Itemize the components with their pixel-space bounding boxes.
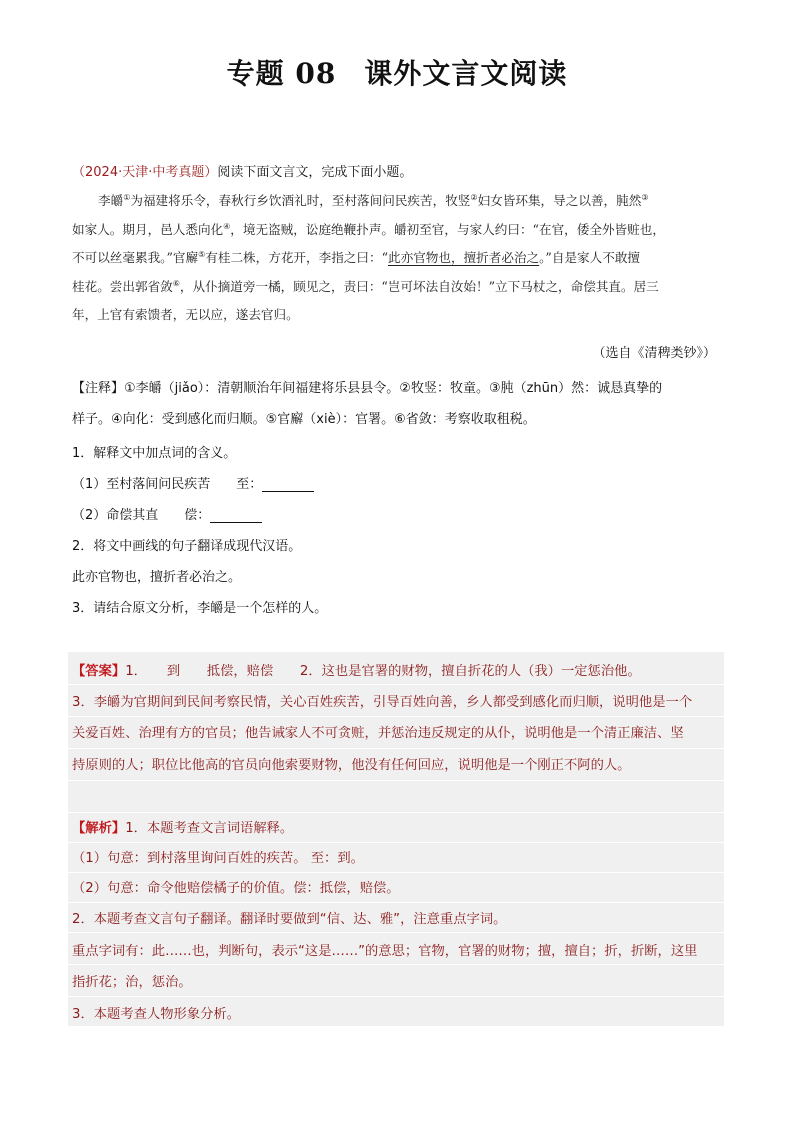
divider — [68, 842, 724, 843]
analysis-line: 3．本题考查人物形象分析。 — [72, 1007, 241, 1022]
divider — [68, 932, 724, 933]
passage-line: 如家人。期月，邑人悉向化④，境无盗贼，讼庭绝鞭扑声。皭初至官，与家人约曰：“在官，倭全外皆赃也， — [72, 221, 665, 237]
answer-line: 持原则的人；职位比他高的官员向他索要财物，他没有任何回应，说明他是一个刚正不阿的人。 — [72, 758, 631, 773]
analysis-line: 2．本题考查文言句子翻译。翻译时要做到“信、达、雅”，注意重点字词。 — [72, 912, 507, 927]
divider — [68, 872, 724, 873]
divider — [68, 684, 724, 685]
page-title — [0, 52, 794, 92]
question-intro — [72, 161, 412, 180]
divider — [68, 964, 724, 965]
divider — [68, 716, 724, 717]
answer-blank[interactable] — [210, 508, 262, 523]
question-1-1: （1）至村落间问民疾苦 至： — [72, 473, 314, 492]
underlined-sentence: 此亦官物也，擅折者必治之 — [388, 250, 540, 265]
intro-text: 阅读下面文言文，完成下面小题。 — [217, 165, 413, 180]
answer-tag: 【答案】 — [72, 664, 126, 679]
divider — [68, 996, 724, 997]
annotations — [72, 373, 732, 435]
title-prefix: 专题 — [226, 57, 285, 90]
answer-line: 3．李皭为官期间到民间考察民情，关心百姓疾苦，引导百姓向善，乡人都受到感化而归顺，说明他是一个 — [72, 695, 693, 710]
passage-line: 桂花。尝出郭省敛⑥，从仆摘道旁一橘，顾见之，责曰：“岂可坏法自汝始！”立下马杖之，命偿其直。居三 — [72, 278, 659, 294]
passage-line: 不可以丝毫累我。”官廨⑤有桂二株，方花开，李指之曰：“此亦官物也，擅折者必治之。”自是家人不敢擅 — [72, 249, 641, 265]
passage-line: 李皭①为福建将乐令，春秋行乡饮酒礼时，至村落间问民疾苦，牧竖②妇女皆环集，导之以善，肫然③ — [98, 192, 649, 208]
analysis-tag: 【解析】 — [72, 821, 126, 836]
question-3: 3．请结合原文分析，李皭是一个怎样的人。 — [72, 601, 328, 616]
question-2-sentence: 此亦官物也，擅折者必治之。 — [72, 570, 242, 585]
divider — [68, 780, 724, 781]
divider — [68, 812, 724, 813]
question-2: 2．将文中画线的句子翻译成现代汉语。 — [72, 539, 302, 554]
classical-passage — [72, 187, 724, 330]
note-line: 【注释】①李皭（jiǎo）：清朝顺治年间福建将乐县县令。②牧竖：牧童。③肫（zhūn）然：诚恳真挚的 — [72, 381, 663, 396]
analysis-line: 指折花；治，惩治。 — [72, 975, 192, 990]
passage-source: （选自《清稗类钞》） — [592, 346, 716, 361]
source-tag: （2024·天津·中考真题） — [72, 165, 218, 180]
divider — [68, 748, 724, 749]
analysis-line: （1）句意：到村落里询问百姓的疾苦。 至：到。 — [72, 851, 364, 866]
question-1: 1．解释文中加点词的含义。 — [72, 446, 237, 461]
title-main: 课外文言文阅读 — [364, 57, 568, 90]
answer-line: 【答案】1． 到 抵偿，赔偿 2．这也是官署的财物，擅自折花的人（我）一定惩治他。 — [72, 664, 641, 679]
note-line: 样子。④向化：受到感化而归顺。⑤官廨（xiè）：官署。⑥省敛：考察收取租税。 — [72, 412, 536, 427]
analysis-line: （2）句意：命令他赔偿橘子的价值。偿：抵偿，赔偿。 — [72, 881, 400, 896]
question-1-2: （2）命偿其直 偿： — [72, 504, 262, 523]
answer-blank[interactable] — [262, 477, 314, 492]
answer-line: 关爱百姓、治理有方的官员；他告诫家人不可贪赃，并惩治违反规定的从仆，说明他是一个清正廉洁、坚 — [72, 726, 684, 741]
passage-line: 年，上官有索馈者，无以应，遂去官归。 — [72, 307, 299, 322]
analysis-line: 重点字词有：此……也，判断句，表示“这是……”的意思；官物，官署的财物；擅，擅自；折，折断，这里 — [72, 944, 698, 959]
analysis-line: 【解析】1．本题考查文言词语解释。 — [72, 821, 294, 836]
divider — [68, 902, 724, 903]
title-number: 08 — [295, 57, 337, 90]
